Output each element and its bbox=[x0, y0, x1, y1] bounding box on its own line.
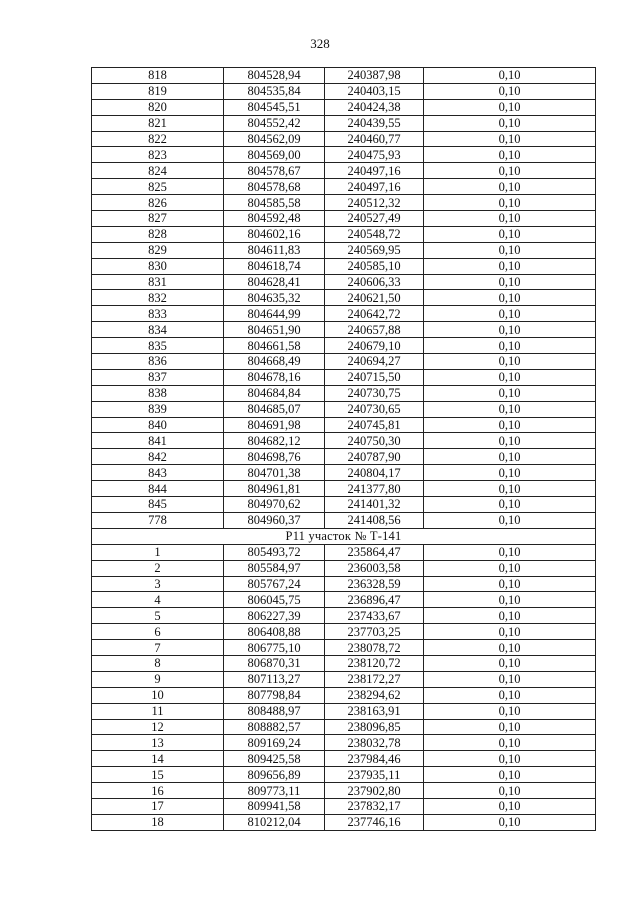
point-number-cell: 6 bbox=[92, 624, 224, 640]
table-row bbox=[92, 592, 596, 608]
y-coordinate-cell: 240642,72 bbox=[325, 306, 424, 322]
x-coordinate-cell: 804661,58 bbox=[224, 338, 325, 354]
x-coordinate-cell: 804698,76 bbox=[224, 449, 325, 465]
y-coordinate-cell: 238096,85 bbox=[325, 719, 424, 735]
table-row bbox=[92, 242, 596, 258]
table-row bbox=[92, 449, 596, 465]
y-coordinate-cell: 237746,16 bbox=[325, 814, 424, 830]
accuracy-cell: 0,10 bbox=[424, 783, 596, 799]
x-coordinate-cell: 804545,51 bbox=[224, 99, 325, 115]
y-coordinate-cell: 240745,81 bbox=[325, 417, 424, 433]
point-number-cell: 837 bbox=[92, 369, 224, 385]
point-number-cell: 822 bbox=[92, 131, 224, 147]
y-coordinate-cell: 237433,67 bbox=[325, 608, 424, 624]
point-number-cell: 826 bbox=[92, 195, 224, 211]
accuracy-cell: 0,10 bbox=[424, 687, 596, 703]
y-coordinate-cell: 240403,15 bbox=[325, 83, 424, 99]
accuracy-cell: 0,10 bbox=[424, 592, 596, 608]
table-row bbox=[92, 671, 596, 687]
table-row bbox=[92, 544, 596, 560]
point-number-cell: 829 bbox=[92, 242, 224, 258]
accuracy-cell: 0,10 bbox=[424, 290, 596, 306]
accuracy-cell: 0,10 bbox=[424, 814, 596, 830]
y-coordinate-cell: 240424,38 bbox=[325, 99, 424, 115]
x-coordinate-cell: 808882,57 bbox=[224, 719, 325, 735]
y-coordinate-cell: 240730,65 bbox=[325, 401, 424, 417]
x-coordinate-cell: 809656,89 bbox=[224, 767, 325, 783]
x-coordinate-cell: 805493,72 bbox=[224, 544, 325, 560]
y-coordinate-cell: 235864,47 bbox=[325, 544, 424, 560]
y-coordinate-cell: 238120,72 bbox=[325, 655, 424, 671]
y-coordinate-cell: 236328,59 bbox=[325, 576, 424, 592]
accuracy-cell: 0,10 bbox=[424, 703, 596, 719]
table-row bbox=[92, 401, 596, 417]
point-number-cell: 821 bbox=[92, 115, 224, 131]
table-row bbox=[92, 655, 596, 671]
x-coordinate-cell: 806870,31 bbox=[224, 655, 325, 671]
point-number-cell: 10 bbox=[92, 687, 224, 703]
point-number-cell: 843 bbox=[92, 465, 224, 481]
point-number-cell: 831 bbox=[92, 274, 224, 290]
x-coordinate-cell: 806045,75 bbox=[224, 592, 325, 608]
accuracy-cell: 0,10 bbox=[424, 481, 596, 497]
accuracy-cell: 0,10 bbox=[424, 354, 596, 370]
x-coordinate-cell: 804628,41 bbox=[224, 274, 325, 290]
y-coordinate-cell: 240569,95 bbox=[325, 242, 424, 258]
accuracy-cell: 0,10 bbox=[424, 211, 596, 227]
y-coordinate-cell: 237902,80 bbox=[325, 783, 424, 799]
table-row bbox=[92, 560, 596, 576]
accuracy-cell: 0,10 bbox=[424, 147, 596, 163]
x-coordinate-cell: 804960,37 bbox=[224, 512, 325, 528]
y-coordinate-cell: 240750,30 bbox=[325, 433, 424, 449]
accuracy-cell: 0,10 bbox=[424, 258, 596, 274]
accuracy-cell: 0,10 bbox=[424, 195, 596, 211]
table-row bbox=[92, 465, 596, 481]
point-number-cell: 3 bbox=[92, 576, 224, 592]
table-row bbox=[92, 354, 596, 370]
y-coordinate-cell: 237703,25 bbox=[325, 624, 424, 640]
x-coordinate-cell: 804644,99 bbox=[224, 306, 325, 322]
y-coordinate-cell: 240621,50 bbox=[325, 290, 424, 306]
x-coordinate-cell: 804578,68 bbox=[224, 179, 325, 195]
accuracy-cell: 0,10 bbox=[424, 735, 596, 751]
table-row bbox=[92, 115, 596, 131]
y-coordinate-cell: 240512,32 bbox=[325, 195, 424, 211]
y-coordinate-cell: 236003,58 bbox=[325, 560, 424, 576]
table-row bbox=[92, 163, 596, 179]
table-row bbox=[92, 433, 596, 449]
accuracy-cell: 0,10 bbox=[424, 655, 596, 671]
section-header-row bbox=[92, 528, 596, 544]
point-number-cell: 8 bbox=[92, 655, 224, 671]
point-number-cell: 824 bbox=[92, 163, 224, 179]
accuracy-cell: 0,10 bbox=[424, 274, 596, 290]
y-coordinate-cell: 237984,46 bbox=[325, 751, 424, 767]
y-coordinate-cell: 240787,90 bbox=[325, 449, 424, 465]
point-number-cell: 836 bbox=[92, 354, 224, 370]
y-coordinate-cell: 238032,78 bbox=[325, 735, 424, 751]
accuracy-cell: 0,10 bbox=[424, 751, 596, 767]
table-row bbox=[92, 798, 596, 814]
accuracy-cell: 0,10 bbox=[424, 83, 596, 99]
coordinates-table-body bbox=[92, 68, 596, 831]
accuracy-cell: 0,10 bbox=[424, 338, 596, 354]
page-number: 328 bbox=[310, 36, 330, 51]
y-coordinate-cell: 241408,56 bbox=[325, 512, 424, 528]
x-coordinate-cell: 808488,97 bbox=[224, 703, 325, 719]
accuracy-cell: 0,10 bbox=[424, 369, 596, 385]
accuracy-cell: 0,10 bbox=[424, 544, 596, 560]
x-coordinate-cell: 804569,00 bbox=[224, 147, 325, 163]
x-coordinate-cell: 810212,04 bbox=[224, 814, 325, 830]
point-number-cell: 841 bbox=[92, 433, 224, 449]
accuracy-cell: 0,10 bbox=[424, 433, 596, 449]
x-coordinate-cell: 809425,58 bbox=[224, 751, 325, 767]
x-coordinate-cell: 804611,83 bbox=[224, 242, 325, 258]
point-number-cell: 4 bbox=[92, 592, 224, 608]
accuracy-cell: 0,10 bbox=[424, 624, 596, 640]
y-coordinate-cell: 240730,75 bbox=[325, 385, 424, 401]
accuracy-cell: 0,10 bbox=[424, 417, 596, 433]
accuracy-cell: 0,10 bbox=[424, 226, 596, 242]
table-row bbox=[92, 195, 596, 211]
table-row bbox=[92, 497, 596, 513]
y-coordinate-cell: 240679,10 bbox=[325, 338, 424, 354]
accuracy-cell: 0,10 bbox=[424, 798, 596, 814]
x-coordinate-cell: 806227,39 bbox=[224, 608, 325, 624]
table-row bbox=[92, 211, 596, 227]
y-coordinate-cell: 240657,88 bbox=[325, 322, 424, 338]
accuracy-cell: 0,10 bbox=[424, 465, 596, 481]
table-row bbox=[92, 338, 596, 354]
point-number-cell: 839 bbox=[92, 401, 224, 417]
x-coordinate-cell: 807798,84 bbox=[224, 687, 325, 703]
y-coordinate-cell: 236896,47 bbox=[325, 592, 424, 608]
y-coordinate-cell: 240497,16 bbox=[325, 163, 424, 179]
point-number-cell: 819 bbox=[92, 83, 224, 99]
x-coordinate-cell: 804635,32 bbox=[224, 290, 325, 306]
table-row bbox=[92, 703, 596, 719]
point-number-cell: 7 bbox=[92, 640, 224, 656]
x-coordinate-cell: 804961,81 bbox=[224, 481, 325, 497]
accuracy-cell: 0,10 bbox=[424, 576, 596, 592]
x-coordinate-cell: 809941,58 bbox=[224, 798, 325, 814]
point-number-cell: 833 bbox=[92, 306, 224, 322]
table-row bbox=[92, 290, 596, 306]
table-row bbox=[92, 767, 596, 783]
y-coordinate-cell: 237832,17 bbox=[325, 798, 424, 814]
y-coordinate-cell: 240548,72 bbox=[325, 226, 424, 242]
coordinates-table bbox=[91, 67, 596, 831]
table-row bbox=[92, 68, 596, 84]
x-coordinate-cell: 804682,12 bbox=[224, 433, 325, 449]
point-number-cell: 834 bbox=[92, 322, 224, 338]
x-coordinate-cell: 804618,74 bbox=[224, 258, 325, 274]
y-coordinate-cell: 238163,91 bbox=[325, 703, 424, 719]
y-coordinate-cell: 241401,32 bbox=[325, 497, 424, 513]
y-coordinate-cell: 237935,11 bbox=[325, 767, 424, 783]
x-coordinate-cell: 809773,11 bbox=[224, 783, 325, 799]
table-row bbox=[92, 481, 596, 497]
table-row bbox=[92, 179, 596, 195]
x-coordinate-cell: 804678,16 bbox=[224, 369, 325, 385]
x-coordinate-cell: 809169,24 bbox=[224, 735, 325, 751]
point-number-cell: 16 bbox=[92, 783, 224, 799]
point-number-cell: 11 bbox=[92, 703, 224, 719]
x-coordinate-cell: 806408,88 bbox=[224, 624, 325, 640]
y-coordinate-cell: 240527,49 bbox=[325, 211, 424, 227]
section-header: Р11 участок № Т-141 bbox=[92, 528, 596, 544]
table-row bbox=[92, 640, 596, 656]
table-row bbox=[92, 719, 596, 735]
y-coordinate-cell: 241377,80 bbox=[325, 481, 424, 497]
y-coordinate-cell: 240387,98 bbox=[325, 68, 424, 84]
table-row bbox=[92, 369, 596, 385]
table-row bbox=[92, 147, 596, 163]
x-coordinate-cell: 804535,84 bbox=[224, 83, 325, 99]
accuracy-cell: 0,10 bbox=[424, 497, 596, 513]
y-coordinate-cell: 238294,62 bbox=[325, 687, 424, 703]
accuracy-cell: 0,10 bbox=[424, 163, 596, 179]
accuracy-cell: 0,10 bbox=[424, 767, 596, 783]
point-number-cell: 835 bbox=[92, 338, 224, 354]
y-coordinate-cell: 240715,50 bbox=[325, 369, 424, 385]
point-number-cell: 842 bbox=[92, 449, 224, 465]
accuracy-cell: 0,10 bbox=[424, 512, 596, 528]
y-coordinate-cell: 240439,55 bbox=[325, 115, 424, 131]
table-row bbox=[92, 83, 596, 99]
x-coordinate-cell: 804970,62 bbox=[224, 497, 325, 513]
table-row bbox=[92, 99, 596, 115]
x-coordinate-cell: 804592,48 bbox=[224, 211, 325, 227]
point-number-cell: 830 bbox=[92, 258, 224, 274]
x-coordinate-cell: 805767,24 bbox=[224, 576, 325, 592]
accuracy-cell: 0,10 bbox=[424, 322, 596, 338]
x-coordinate-cell: 804668,49 bbox=[224, 354, 325, 370]
x-coordinate-cell: 804684,84 bbox=[224, 385, 325, 401]
point-number-cell: 827 bbox=[92, 211, 224, 227]
accuracy-cell: 0,10 bbox=[424, 449, 596, 465]
table-row bbox=[92, 258, 596, 274]
table-row bbox=[92, 751, 596, 767]
point-number-cell: 825 bbox=[92, 179, 224, 195]
accuracy-cell: 0,10 bbox=[424, 719, 596, 735]
point-number-cell: 13 bbox=[92, 735, 224, 751]
point-number-cell: 820 bbox=[92, 99, 224, 115]
table-row bbox=[92, 306, 596, 322]
point-number-cell: 15 bbox=[92, 767, 224, 783]
accuracy-cell: 0,10 bbox=[424, 306, 596, 322]
x-coordinate-cell: 804691,98 bbox=[224, 417, 325, 433]
table-row bbox=[92, 385, 596, 401]
point-number-cell: 840 bbox=[92, 417, 224, 433]
point-number-cell: 17 bbox=[92, 798, 224, 814]
y-coordinate-cell: 238078,72 bbox=[325, 640, 424, 656]
accuracy-cell: 0,10 bbox=[424, 131, 596, 147]
point-number-cell: 12 bbox=[92, 719, 224, 735]
point-number-cell: 18 bbox=[92, 814, 224, 830]
point-number-cell: 845 bbox=[92, 497, 224, 513]
x-coordinate-cell: 807113,27 bbox=[224, 671, 325, 687]
accuracy-cell: 0,10 bbox=[424, 671, 596, 687]
point-number-cell: 832 bbox=[92, 290, 224, 306]
table-row bbox=[92, 608, 596, 624]
x-coordinate-cell: 804552,42 bbox=[224, 115, 325, 131]
accuracy-cell: 0,10 bbox=[424, 401, 596, 417]
x-coordinate-cell: 804528,94 bbox=[224, 68, 325, 84]
table-row bbox=[92, 417, 596, 433]
accuracy-cell: 0,10 bbox=[424, 608, 596, 624]
point-number-cell: 818 bbox=[92, 68, 224, 84]
x-coordinate-cell: 804562,09 bbox=[224, 131, 325, 147]
point-number-cell: 844 bbox=[92, 481, 224, 497]
accuracy-cell: 0,10 bbox=[424, 68, 596, 84]
accuracy-cell: 0,10 bbox=[424, 385, 596, 401]
y-coordinate-cell: 238172,27 bbox=[325, 671, 424, 687]
point-number-cell: 5 bbox=[92, 608, 224, 624]
x-coordinate-cell: 804651,90 bbox=[224, 322, 325, 338]
x-coordinate-cell: 804602,16 bbox=[224, 226, 325, 242]
point-number-cell: 2 bbox=[92, 560, 224, 576]
y-coordinate-cell: 240606,33 bbox=[325, 274, 424, 290]
y-coordinate-cell: 240585,10 bbox=[325, 258, 424, 274]
table-row bbox=[92, 226, 596, 242]
accuracy-cell: 0,10 bbox=[424, 179, 596, 195]
table-row bbox=[92, 576, 596, 592]
point-number-cell: 9 bbox=[92, 671, 224, 687]
table-row bbox=[92, 735, 596, 751]
accuracy-cell: 0,10 bbox=[424, 99, 596, 115]
point-number-cell: 823 bbox=[92, 147, 224, 163]
x-coordinate-cell: 806775,10 bbox=[224, 640, 325, 656]
x-coordinate-cell: 805584,97 bbox=[224, 560, 325, 576]
table-row bbox=[92, 783, 596, 799]
table-row bbox=[92, 274, 596, 290]
accuracy-cell: 0,10 bbox=[424, 640, 596, 656]
accuracy-cell: 0,10 bbox=[424, 115, 596, 131]
y-coordinate-cell: 240804,17 bbox=[325, 465, 424, 481]
table-row bbox=[92, 687, 596, 703]
table-row bbox=[92, 814, 596, 830]
accuracy-cell: 0,10 bbox=[424, 560, 596, 576]
table-row bbox=[92, 131, 596, 147]
point-number-cell: 828 bbox=[92, 226, 224, 242]
y-coordinate-cell: 240460,77 bbox=[325, 131, 424, 147]
point-number-cell: 838 bbox=[92, 385, 224, 401]
table-row bbox=[92, 322, 596, 338]
x-coordinate-cell: 804578,67 bbox=[224, 163, 325, 179]
table-row bbox=[92, 512, 596, 528]
y-coordinate-cell: 240497,16 bbox=[325, 179, 424, 195]
table-row bbox=[92, 624, 596, 640]
x-coordinate-cell: 804685,07 bbox=[224, 401, 325, 417]
accuracy-cell: 0,10 bbox=[424, 242, 596, 258]
x-coordinate-cell: 804701,38 bbox=[224, 465, 325, 481]
y-coordinate-cell: 240694,27 bbox=[325, 354, 424, 370]
y-coordinate-cell: 240475,93 bbox=[325, 147, 424, 163]
point-number-cell: 778 bbox=[92, 512, 224, 528]
point-number-cell: 14 bbox=[92, 751, 224, 767]
x-coordinate-cell: 804585,58 bbox=[224, 195, 325, 211]
point-number-cell: 1 bbox=[92, 544, 224, 560]
